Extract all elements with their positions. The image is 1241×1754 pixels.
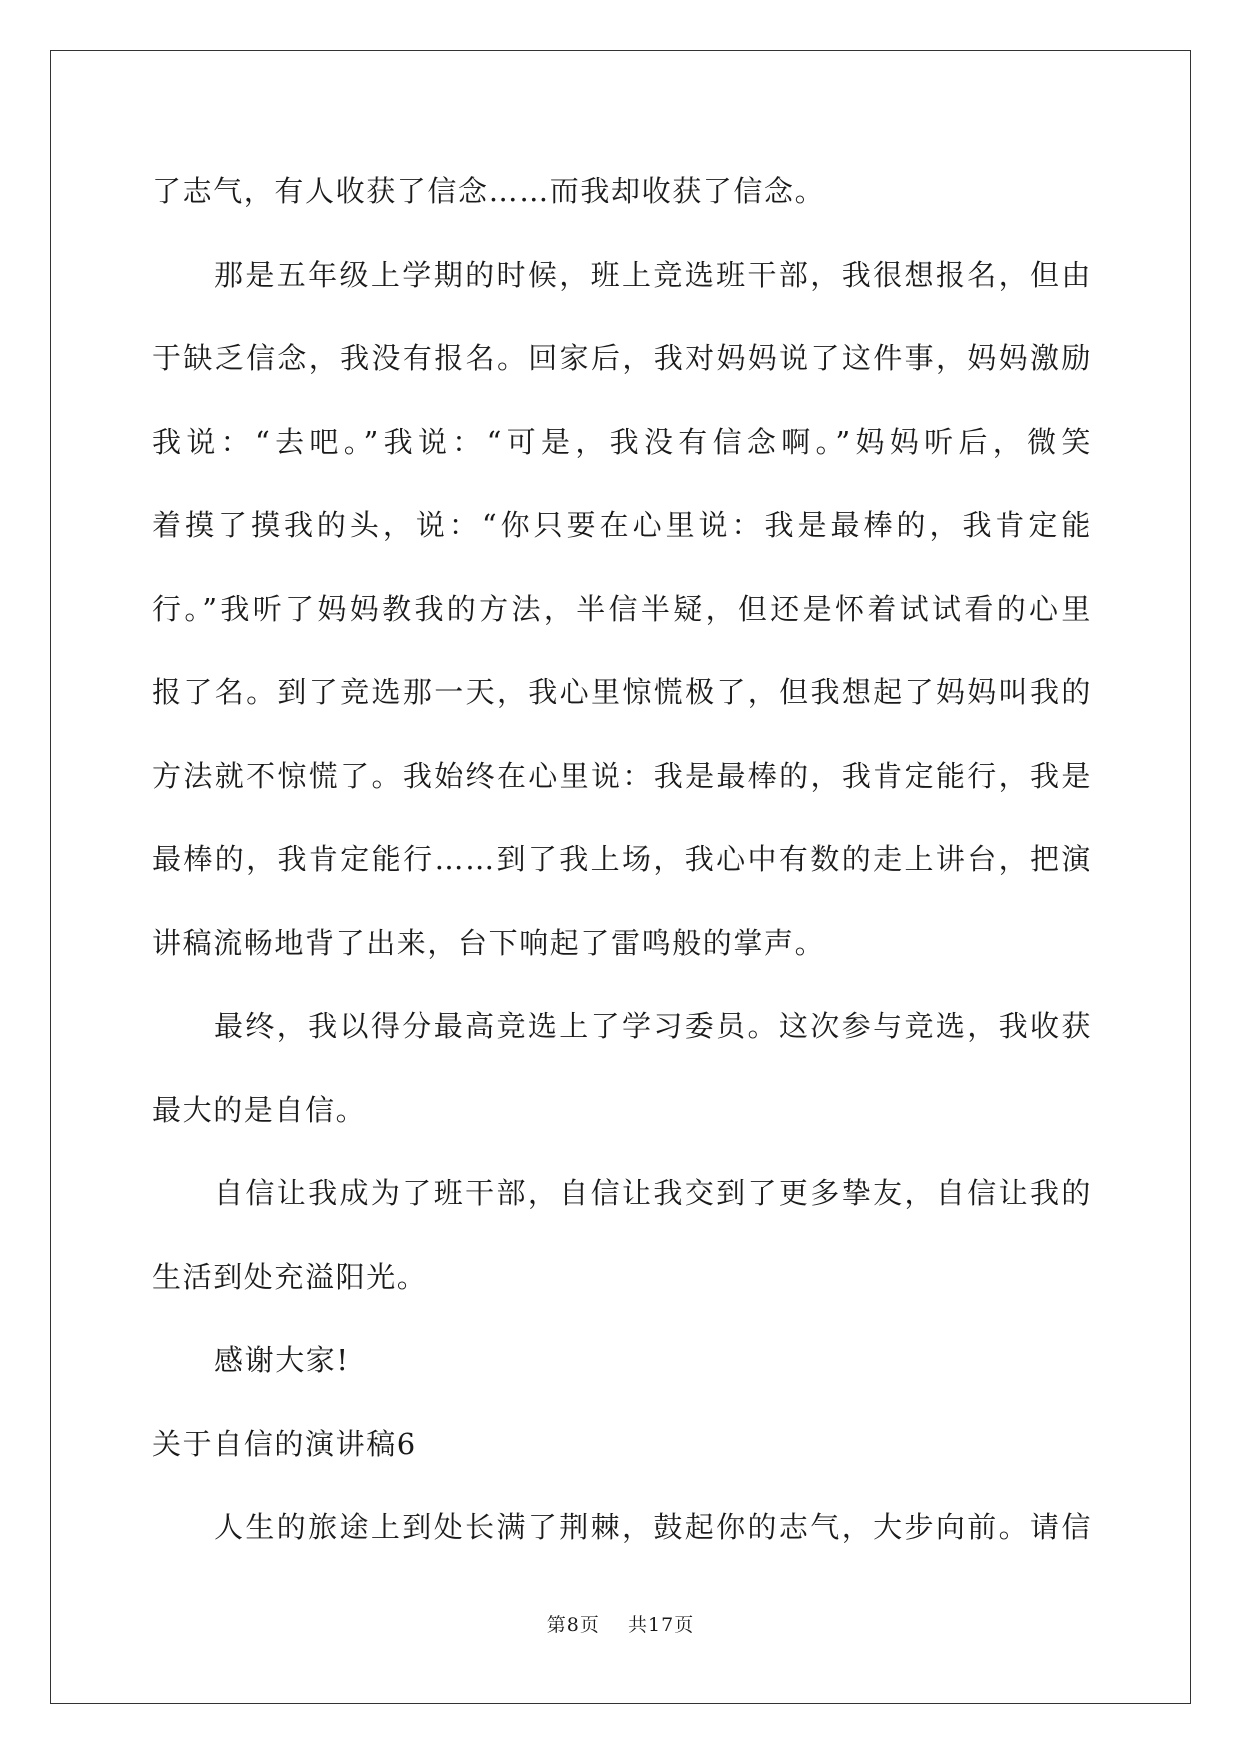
body-text-line: 自信让我成为了班干部，自信让我交到了更多挚友，自信让我的	[214, 1176, 1092, 1210]
document-body	[152, 150, 1092, 1570]
body-text-line: 那是五年级上学期的时候，班上竞选班干部，我很想报名，但由	[214, 257, 1092, 292]
body-text-line: 着摸了摸我的头，说：“你只要在心里说：我是最棒的，我肯定能	[152, 508, 1092, 542]
body-text-line: 讲稿流畅地背了出来，台下响起了雷鸣般的掌声。	[152, 925, 826, 960]
body-text-line: 生活到处充溢阳光。	[152, 1259, 428, 1294]
body-text-line: 报了名。到了竞选那一天，我心里惊慌极了，但我想起了妈妈叫我的	[152, 675, 1092, 709]
body-text-line: 方法就不惊慌了。我始终在心里说：我是最棒的，我肯定能行，我是	[152, 758, 1092, 793]
page-number-footer: 第8页 共17页	[546, 1614, 695, 1636]
body-text-line: 最棒的，我肯定能行……到了我上场，我心中有数的走上讲台，把演	[152, 842, 1092, 876]
body-text-line: 行。”我听了妈妈教我的方法，半信半疑，但还是怀着试试看的心里	[152, 591, 1092, 626]
body-text-line: 感谢大家!	[214, 1343, 350, 1377]
body-text-line: 了志气，有人收获了信念……而我却收获了信念。	[152, 174, 826, 208]
body-text-line: 最大的是自信。	[152, 1092, 367, 1127]
body-text-line: 我说：“去吧。”我说：“可是，我没有信念啊。”妈妈听后，微笑	[152, 424, 1092, 459]
body-text-line: 于缺乏信念，我没有报名。回家后，我对妈妈说了这件事，妈妈激励	[152, 341, 1092, 375]
section-heading: 关于自信的演讲稿6	[152, 1426, 417, 1461]
body-text-line: 人生的旅途上到处长满了荆棘，鼓起你的志气，大步向前。请信	[214, 1510, 1092, 1544]
body-text-line: 最终，我以得分最高竞选上了学习委员。这次参与竞选，我收获	[214, 1009, 1092, 1043]
